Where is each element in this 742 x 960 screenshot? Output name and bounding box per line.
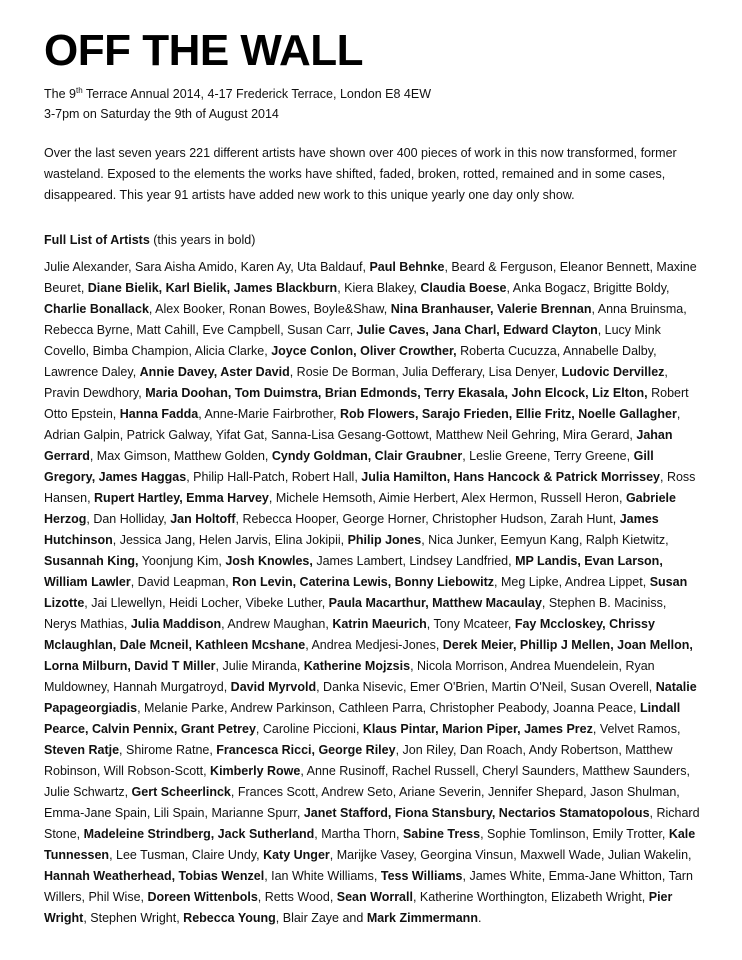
artist-name-new: Doreen Wittenbols [147, 890, 258, 904]
artist-name-new: Kale Tunnessen [44, 827, 696, 862]
artist-name-text: , Alex Booker, Ronan Bowes, Boyle&Shaw, [148, 302, 391, 316]
artist-name-new: Sean Worrall [336, 890, 413, 904]
artist-name-text: , Martha Thorn, [314, 827, 403, 841]
artist-name-new: Sabine Tress [402, 827, 481, 841]
artist-name-new: Fay Mccloskey, Chrissy Mclaughlan, Dale Mcneil, Kathleen Mcshane [44, 617, 655, 652]
artist-name-text: , Ross Hansen, [44, 470, 696, 505]
artist-name-text: Yoonjung Kim, [138, 554, 226, 568]
artist-name-text: , Melanie Parke, Andrew Parkinson, Cathleen Parra, Christopher Peabody, Joanna Peace, [137, 701, 640, 715]
artist-name-text: , Frances Scott, Andrew Seto, Ariane Severin, Jennifer Shepard, Jason Shulman, Emma-Jane Spain, Lili Spain, Marianne Spurr, [44, 785, 680, 820]
artist-name-text: , Stephen B. Maciniss, Nerys Mathias, [44, 596, 667, 631]
artist-name-text: , Jessica Jang, Helen Jarvis, Elina Jokipii, [112, 533, 348, 547]
artist-name-new: Natalie Papageorgiadis [44, 680, 697, 715]
artist-name-text: , Dan Holliday, [86, 512, 171, 526]
artist-name-text: , Sophie Tomlinson, Emily Trotter, [480, 827, 669, 841]
artist-name-new: Claudia Boese [420, 281, 507, 295]
artist-name-new: Cyndy Goldman, Clair Graubner [271, 449, 463, 463]
intro-paragraph: Over the last seven years 221 different artists have shown over 400 pieces of work in this now transformed, former wasteland. Exposed to the elements the works have shifted, faded, broken, rotted, remained and in some cases, disappeared. This year 91 artists have added new work to this unique yearly one day only show. [44, 146, 677, 202]
artist-name-new: Jan Holtoff [170, 512, 236, 526]
artist-name-text: , Leslie Greene, Terry Greene, [462, 449, 634, 463]
artist-name-new: Francesca Ricci, George Riley [216, 743, 396, 757]
artist-name-text: , Danka Nisevic, Emer O'Brien, Martin O'Neil, Susan Overell, [316, 680, 656, 694]
artist-name-text: , Tony Mcateer, [426, 617, 515, 631]
artist-name-new: Paula Macarthur, Matthew Macaulay [328, 596, 542, 610]
artist-name-text: , Philip Hall-Patch, Robert Hall, [186, 470, 362, 484]
artist-name-text: , Nica Junker, Eemyun Kang, Ralph Kietwitz, [421, 533, 669, 547]
artist-name-new: MP Landis, Evan Larson, William Lawler [44, 554, 663, 589]
artist-name-text: , James White, Emma-Jane Whitton, Tarn Willers, Phil Wise, [44, 869, 693, 904]
artist-name-new: Madeleine Strindberg, Jack Sutherland [83, 827, 315, 841]
artist-name-new: Annie Davey, Aster David [139, 365, 290, 379]
event-venue: Terrace Annual 2014, 4-17 Frederick Terrace, London E8 4EW [82, 87, 431, 101]
artist-name-new: Hanna Fadda [119, 407, 199, 421]
artist-name-text: , Stephen Wright, [83, 911, 184, 925]
artist-name-text: , Anne Rusinoff, Rachel Russell, Cheryl Saunders, Matthew Saunders, Julie Schwartz, [44, 764, 690, 799]
artist-name-new: Pier Wright [44, 890, 673, 925]
artist-name-text: , Kiera Blakey, [337, 281, 421, 295]
artist-name-text: , Nicola Morrison, Andrea Muendelein, Ryan Muldowney, Hannah Murgatroyd, [44, 659, 655, 694]
artist-name-new: Philip Jones [347, 533, 422, 547]
page-title: OFF THE WALL [44, 26, 364, 75]
artist-name-new: Rupert Hartley, Emma Harvey [94, 491, 269, 505]
artist-name-text: , Pravin Dewdhory, [44, 365, 668, 400]
artist-name-new: Gabriele Herzog [44, 491, 676, 526]
artist-name-new: Ludovic Dervillez [561, 365, 665, 379]
artist-name-text: Robert Otto Epstein, [44, 386, 689, 421]
artist-name-text: , Anka Bogacz, Brigitte Boldy, [506, 281, 670, 295]
ordinal-suffix: th [75, 85, 83, 95]
artist-name-new: Joyce Conlon, Oliver Crowther, [271, 344, 457, 358]
artist-name-text: , Anne-Marie Fairbrother, [198, 407, 340, 421]
artist-name-new: Steven Ratje [44, 743, 120, 757]
artist-name-new: Maria Doohan, Tom Duimstra, Brian Edmonds, Terry Ekasala, John Elcock, Liz Elton, [145, 386, 648, 400]
artist-name-new: Rob Flowers, Sarajo Frieden, Ellie Fritz, Noelle Gallagher [339, 407, 677, 421]
artist-name-new: Paul Behnke [369, 260, 445, 274]
artist-name-new: Katrin Maeurich [332, 617, 427, 631]
artist-name-text: , Meg Lipke, Andrea Lippet, [494, 575, 650, 589]
artist-name-new: Jahan Gerrard [44, 428, 673, 463]
artist-name-text: , Retts Wood, [257, 890, 337, 904]
artist-name-text: , Michele Hemsoth, Aimie Herbert, Alex Hermon, Russell Heron, [268, 491, 626, 505]
artist-name-text: , Beard & Ferguson, Eleanor Bennett, Maxine Beuret, [44, 260, 697, 295]
artist-name-new: Gill Gregory, James Haggas [44, 449, 654, 484]
artist-name-text: , Richard Stone, [44, 806, 700, 841]
artist-name-text: , Lee Tusman, Claire Undy, [109, 848, 264, 862]
artist-name-new: Susannah King, [44, 554, 139, 568]
artist-name-new: Diane Bielik, Karl Bielik, James Blackburn [87, 281, 338, 295]
artist-name-text: , Andrea Medjesi-Jones, [305, 638, 443, 652]
artists-heading-label: Full List of Artists [44, 233, 150, 247]
artists-list-heading [44, 230, 702, 250]
artist-name-text: , Jon Riley, Dan Roach, Andy Robertson, Matthew Robinson, Will Robson-Scott, [44, 743, 673, 778]
artist-name-new: Mark Zimmermann [366, 911, 478, 925]
artist-name-new: Janet Stafford, Fiona Stansbury, Nectarios Stamatopolous [303, 806, 650, 820]
artist-name-new: Ron Levin, Caterina Lewis, Bonny Liebowitz [232, 575, 495, 589]
artist-name-text: , Jai Llewellyn, Heidi Locher, Vibeke Luther, [84, 596, 329, 610]
artist-name-new: Josh Knowles, [225, 554, 313, 568]
artist-name-text: , Rebecca Hooper, George Horner, Christopher Hudson, Zarah Hunt, [235, 512, 620, 526]
artists-list [44, 257, 702, 929]
event-details [44, 84, 702, 124]
artist-name-text: , Shirome Ratne, [119, 743, 217, 757]
artist-name-new: Julia Hamilton, Hans Hancock & Patrick Morrissey [361, 470, 660, 484]
artist-name-new: James Hutchinson [44, 512, 659, 547]
artist-name-new: Nina Branhauser, Valerie Brennan [390, 302, 592, 316]
artist-name-text: , Marijke Vasey, Georgina Vinsun, Maxwell Wade, Julian Wakelin, [329, 848, 692, 862]
artist-name-new: Julie Caves, Jana Charl, Edward Clayton [356, 323, 598, 337]
artist-name-text: . [477, 911, 482, 925]
artist-name-text: , Adrian Galpin, Patrick Galway, Yifat Gat, Sanna-Lisa Gesang-Gottowt, Matthew Neil Gehring, Mira Gerard, [44, 407, 681, 442]
artist-name-new: Charlie Bonallack [44, 302, 149, 316]
artist-name-text: , Blair Zaye and [275, 911, 367, 925]
artist-name-new: Julia Maddison [130, 617, 222, 631]
artist-name-new: Gert Scheerlinck [131, 785, 231, 799]
artist-name-new: Katherine Mojzsis [303, 659, 411, 673]
artist-name-new: Kimberly Rowe [210, 764, 301, 778]
artist-name-text: , Andrew Maughan, [221, 617, 333, 631]
artist-name-text: , Julie Miranda, [215, 659, 304, 673]
artists-heading-note: (this years in bold) [149, 233, 256, 247]
artist-name-text: , Velvet Ramos, [592, 722, 681, 736]
artist-name-text: , Lucy Mink Covello, Bimba Champion, Alicia Clarke, [44, 323, 661, 358]
artist-name-text: , Katherine Worthington, Elizabeth Wright, [412, 890, 649, 904]
artist-name-text: , Rosie De Borman, Julia Defferary, Lisa Denyer, [289, 365, 562, 379]
event-time-line: 3-7pm on Saturday the 9th of August 2014 [44, 107, 279, 121]
artist-name-new: Katy Unger [263, 848, 330, 862]
artist-name-text: , David Leapman, [130, 575, 233, 589]
artist-name-new: Tess Williams [380, 869, 463, 883]
artist-name-new: Lindall Pearce, Calvin Pennix, Grant Petrey [44, 701, 681, 736]
artist-name-new: Hannah Weatherhead, Tobias Wenzel [44, 869, 265, 883]
artist-name-new: Derek Meier, Phillip J Mellen, Joan Mellon, Lorna Milburn, David T Miller [44, 638, 693, 673]
event-venue-line [44, 84, 702, 104]
artist-name-text: , Max Gimson, Matthew Golden, [89, 449, 272, 463]
artist-name-text: , Caroline Piccioni, [255, 722, 363, 736]
artist-name-new: Susan Lizotte [44, 575, 688, 610]
artist-name-new: Rebecca Young [183, 911, 276, 925]
artist-name-text: , Anna Bruinsma, Rebecca Byrne, Matt Cahill, Eve Campbell, Susan Carr, [44, 302, 687, 337]
artist-name-text: Roberta Cucuzza, Annabelle Dalby, Lawrence Daley, [44, 344, 657, 379]
artist-name-text: , Ian White Williams, [264, 869, 381, 883]
artist-name-new: Klaus Pintar, Marion Piper, James Prez [362, 722, 593, 736]
artist-name-text: Julie Alexander, Sara Aisha Amido, Karen Ay, Uta Baldauf, [44, 260, 370, 274]
artist-name-new: David Myrvold [230, 680, 317, 694]
event-edition: The 9 [44, 87, 76, 101]
artist-name-text: James Lambert, Lindsey Landfried, [312, 554, 516, 568]
